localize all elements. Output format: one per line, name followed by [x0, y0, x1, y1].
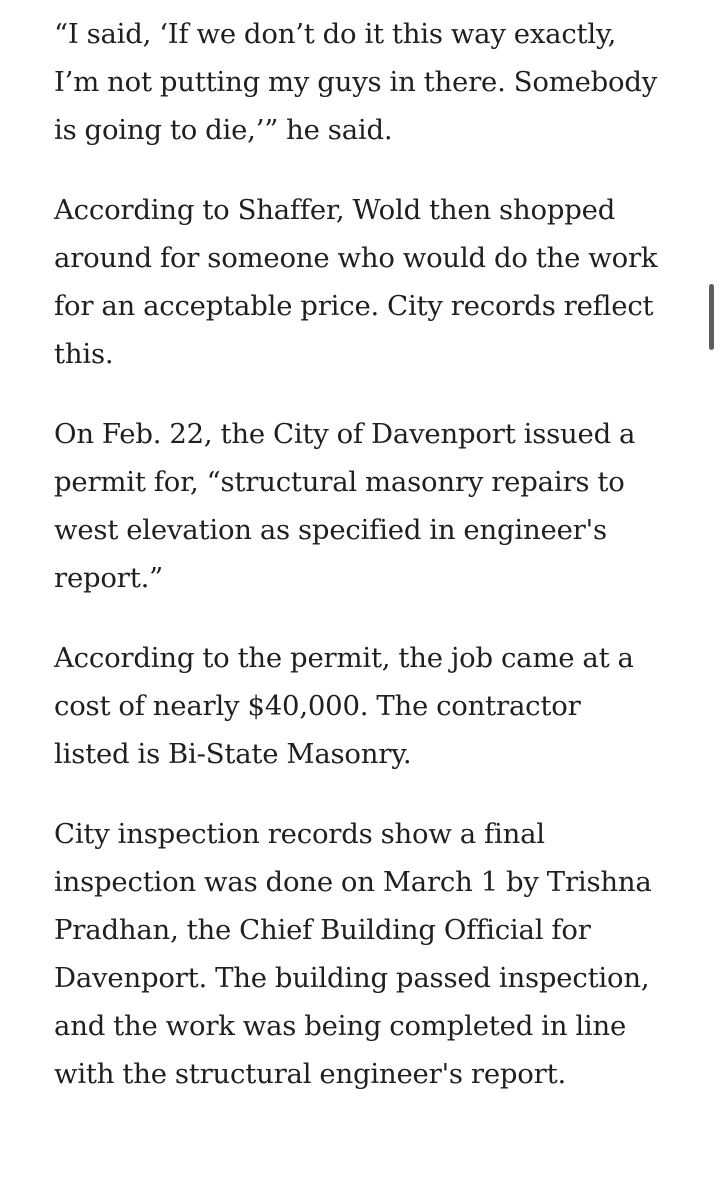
text-line: City inspection records show a final [54, 818, 545, 850]
article-body [54, 10, 684, 1130]
text-line: is going to die,’” he said. [54, 114, 393, 146]
text-line: and the work was being completed in line [54, 1010, 627, 1042]
text-line: permit for, “structural masonry repairs to [54, 466, 625, 498]
text-line: On Feb. 22, the City of Davenport issued a [54, 418, 636, 450]
text-line: west elevation as specified in engineer's [54, 514, 607, 546]
text-line: with the structural engineer's report. [54, 1058, 567, 1090]
text-line: According to the permit, the job came at a [54, 642, 634, 674]
text-line: around for someone who would do the work [54, 242, 658, 274]
text-line: this. [54, 338, 114, 370]
text-line: inspection was done on March 1 by Trishna [54, 866, 652, 898]
paragraph-quote [54, 10, 684, 154]
text-line: listed is Bi-State Masonry. [54, 738, 412, 770]
paragraph-inspection [54, 810, 684, 1098]
paragraph-cost [54, 634, 684, 778]
paragraph-permit [54, 410, 684, 602]
text-line: “I said, ‘If we don’t do it this way exactly, [54, 18, 617, 50]
paragraph-shaffer [54, 186, 684, 378]
text-line: Davenport. The building passed inspection, [54, 962, 650, 994]
text-line: I’m not putting my guys in there. Somebody [54, 66, 658, 98]
vertical-scrollbar[interactable] [709, 284, 714, 350]
text-line: Pradhan, the Chief Building Official for [54, 914, 591, 946]
text-line: cost of nearly $40,000. The contractor [54, 690, 581, 722]
text-line: report.” [54, 562, 163, 594]
text-line: According to Shaffer, Wold then shopped [54, 194, 616, 226]
text-line: for an acceptable price. City records reflect [54, 290, 654, 322]
